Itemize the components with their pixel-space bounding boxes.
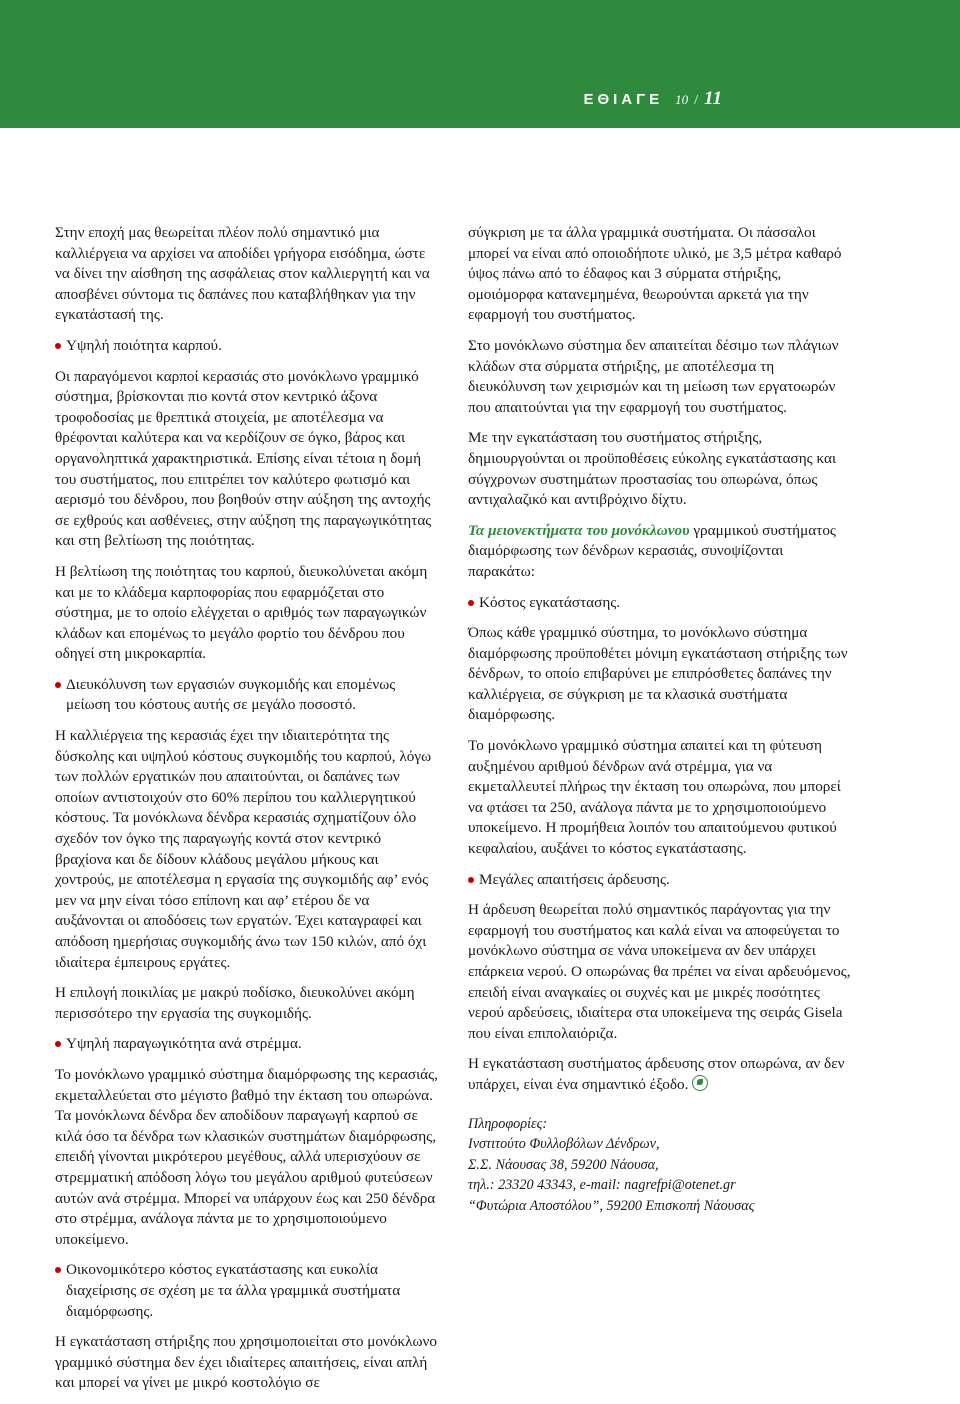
info-block <box>468 1114 853 1217</box>
bullet-dot-icon <box>55 343 61 349</box>
bullet-productivity <box>55 1034 440 1055</box>
paragraph: Η εγκατάσταση στήριξης που χρησιμοποιείται στο μονόκλωνο γραμμικό σύστημα δεν έχει ιδιαίτερες απαιτήσεις, είναι απλή και μπορεί να γίνει με μικρό κοστολόγιο σε <box>55 1333 437 1392</box>
page-number-right: 11 <box>704 88 722 109</box>
paragraph: Η επιλογή ποικιλίας με μακρύ ποδίσκο, διευκολύνει ακόμη περισσότερο την εργασία της συγκομιδής. <box>55 984 415 1022</box>
bullet-quality <box>55 336 440 357</box>
paragraph: Η άρδευση θεωρείται πολύ σημαντικός παράγοντας για την εφαρμογή του συστήματος και καλά είναι να αποφεύγεται το μονόκλωνο σύστημα σε νάνα υποκείμενα αν δεν υπάρχει επάρκεια νερού. Ο οπωρώνας θα πρέπει να είναι αρδευόμενος, επειδή είναι αναγκαίες οι συχνές και με μικρές ποσότητες νερού αρδεύσεις, ιδιαίτερα στα υποκείμενα της σειράς Gisela που είναι επιπολαιόριζα. <box>468 901 851 1042</box>
paragraph: σύγκριση με τα άλλα γραμμικά συστήματα. Οι πάσσαλοι μπορεί να είναι από οποιοδήποτε υλικό, με 3,5 μέτρα καθαρό ύψος πάνω από το έδαφος και 3 σύρματα στήριξης, ομοιόμορφα κατανεμημένα, θεωρούνται αρκετά για την εφαρμογή του συστήματος. <box>468 224 842 324</box>
intro-paragraph: Στην εποχή μας θεωρείται πλέον πολύ σημαντικό μια καλλιέργεια να αρχίσει να αποδίδει γρήγορα εισόδημα, ώστε να δίνει την αίσθηση της ασφάλειας στον καλλιεργητή και να αποσβένει σύντομα τις δαπάνες που καταβλήθηκαν για την εγκατάστασή της. <box>55 224 430 324</box>
paragraph: Η βελτίωση της ποιότητας του καρπού, διευκολύνεται ακόμη και με το κλάδεμα καρποφορίας που εφαρμόζεται στο σύστημα, με το οποίο ελέγχεται ο αριθμός των παραγωγικών κλάδων και επομένως το μεγάλο φορτίο του δένδρου που οδηγεί στη μικροκαρπία. <box>55 562 428 663</box>
bullet-cost <box>55 1260 440 1322</box>
bullet-text: Διευκόλυνση των εργασιών συγκομιδής και επομένως μείωση του κόστους αυτής σε μεγάλο ποσοστό. <box>66 675 396 714</box>
info-institute: Ινστιτούτο Φυλλοβόλων Δένδρων, <box>468 1136 660 1153</box>
bullet-install-cost <box>468 593 853 614</box>
paragraph: Όπως κάθε γραμμικό σύστημα, το μονόκλωνο σύστημα διαμόρφωσης προϋποθέτει μόνιμη εγκατάσταση στήριξης των δένδρων, το οποίο επιβαρύνει με επιπρόσθετες δαπάνες την καλλιέργεια, σε σύγκριση με τα κλασικά συστήματα διαμόρφωσης. <box>468 624 848 724</box>
bullet-irrigation <box>468 870 853 891</box>
final-text: Η εγκατάσταση συστήματος άρδευσης στον οπωρώνα, αν δεν υπάρχει, είναι ένα σημαντικό έξοδο. <box>468 1055 845 1093</box>
bullet-text: Υψηλή ποιότητα καρπού. <box>66 336 222 354</box>
bullet-dot-icon <box>468 600 474 606</box>
bullet-text: Κόστος εγκατάστασης. <box>479 593 621 611</box>
bullet-dot-icon <box>55 682 61 688</box>
leaf-end-icon <box>692 1075 708 1091</box>
bullet-text: Μεγάλες απαιτήσεις άρδευσης. <box>479 870 670 888</box>
paragraph: Το μονόκλωνο γραμμικό σύστημα απαιτεί και τη φύτευση αυξημένου αριθμού δένδρων ανά στρέμμα, για να εκμεταλλευτεί πλήρως την έκταση του οπωρώνα, που μπορεί να φτάσει τα 250, ανάλογα πάντα με το χρησιμοποιούμενο υποκείμενο. Η προμήθεια λοιπόν του απαιτούμενου φυτικού κεφαλαίου, αυξάνει το κόστος εγκατάστασης. <box>468 737 841 858</box>
bullet-harvest <box>55 675 440 716</box>
info-address: Σ.Σ. Νάουσας 38, 59200 Νάουσα, <box>468 1156 659 1173</box>
final-paragraph <box>468 1054 853 1095</box>
bullet-dot-icon <box>55 1041 61 1047</box>
paragraph: Στο μονόκλωνο σύστημα δεν απαιτείται δέσιμο των πλάγιων κλάδων στα σύρματα στήριξης, με αποτέλεσμα τη διευκόλυνση των χειρισμών και τη μείωση των εργατοωρών που απαιτούνται για την εφαρμογή του συστήματος. <box>468 336 839 416</box>
page-separator: / <box>694 93 699 108</box>
disadvantages-intro <box>468 521 853 583</box>
right-column <box>468 223 853 1216</box>
page-number-left: 10 <box>675 92 689 107</box>
bullet-text: Οικονομικότερο κόστος εγκατάστασης και ευκολία διαχείρισης σε σχέση με τα άλλα γραμμικά συστήματα διαμόρφωσης. <box>66 1261 401 1320</box>
left-column <box>55 223 440 1404</box>
paragraph: Το μονόκλωνο γραμμικό σύστημα διαμόρφωσης της κερασιάς, εκμεταλλεύεται στο μέγιστο βαθμό την έκταση του οπωρώνα. Τα μονόκλωνα δένδρα δεν αποδίδουν παραγωγή καρπού σε κιλά όσο τα δένδρα των κλασικών συστημάτων διαμόρφωσης, επειδή γίνονται μικρότερου μεγέθους, αλλά υπερισχύουν σε στρεμματική απόδοση λόγω του μεγάλου αριθμού φυτεύσεων αυτών ανά στρέμμα. Μπορεί να υπάρχουν έως και 250 δένδρα στο στρέμμα, ανάλογα πάντα με το χρησιμοποιούμενο υποκείμενο. <box>55 1065 438 1248</box>
info-label: Πληροφορίες: <box>468 1115 548 1132</box>
header-band <box>0 0 960 128</box>
disadvantages-title: Τα μειονεκτήματα του μονόκλωνου <box>468 521 690 539</box>
paragraph: Με την εγκατάσταση του συστήματος στήριξης, δημιουργούνται οι προϋποθέσεις εύκολης εγκατάστασης και σύγχρονων συστημάτων προστασίας του οπωρώνα, όπως αντιχαλαζικό και αντιβρόχινο δίχτυ. <box>468 429 837 509</box>
bullet-dot-icon <box>55 1267 61 1273</box>
info-nursery: “Φυτώρια Αποστόλου”, 59200 Επισκοπή Νάουσας <box>468 1197 755 1214</box>
paragraph: Οι παραγόμενοι καρποί κερασιάς στο μονόκλωνο γραμμικό σύστημα, βρίσκονται πιο κοντά στον κεντρικό άξονα τροφοδοσίας με θρεπτικά στοιχεία, με αποτέλεσμα να θρέφονται καλύτερα και να κερδίζουν σε όγκο, βάρος και οργανοληπτικά χαρακτηριστικά. Επίσης είναι τέτοια η δομή του συστήματος, που επιτρέπει τον καλύτερο φωτισμό και αερισμό του δένδρου, που βοηθούν στην αύξηση της αντοχής σε εχθρούς και ασθένειες, στην αύξηση της παραγωγικότητας και στη βελτίωση της ποιότητας. <box>55 367 432 550</box>
bullet-text: Υψηλή παραγωγικότητα ανά στρέμμα. <box>66 1035 302 1053</box>
page-header <box>583 88 722 110</box>
disadvantages-text: γραμμικού συστήματος διαμόρφωσης των δένδρων κερασιάς, συνοψίζονται παρακάτω: <box>468 521 836 580</box>
bullet-dot-icon <box>468 877 474 883</box>
magazine-name: ΕΘΙΑΓΕ <box>583 91 664 108</box>
paragraph: Η καλλιέργεια της κερασιάς έχει την ιδιαιτερότητα της δύσκολης και υψηλού κόστους συγκομιδής του καρπού, λόγω των πολλών εργατικών που απαιτούνται, οι δαπάνες των οποίων αντιστοιχούν στο 60% περίπου του καλλιεργητικού κόστους. Τα μονόκλωνα δένδρα κερασιάς σχηματίζουν όλο σχεδόν τον όγκο της παραγωγής κοντά στον κεντρικό βραχίονα και δε δίδουν κλάδους μεγάλου μήκους και χοντρούς, με αποτέλεσμα η εργασία της συγκομιδής αφ’ ενός μεν να μην είναι τόσο επίπονη και αφ’ ετέρου δε να αυξάνονται οι αποδόσεις των εργατών. Έχει καταγραφεί και απόδοση ημερήσιας συγκομιδής άνω των 150 κιλών, από όχι ιδιαίτερα έμπειρους εργάτες. <box>55 727 432 971</box>
info-contact: τηλ.: 23320 43343, e-mail: nagrefpi@otenet.gr <box>468 1177 736 1194</box>
